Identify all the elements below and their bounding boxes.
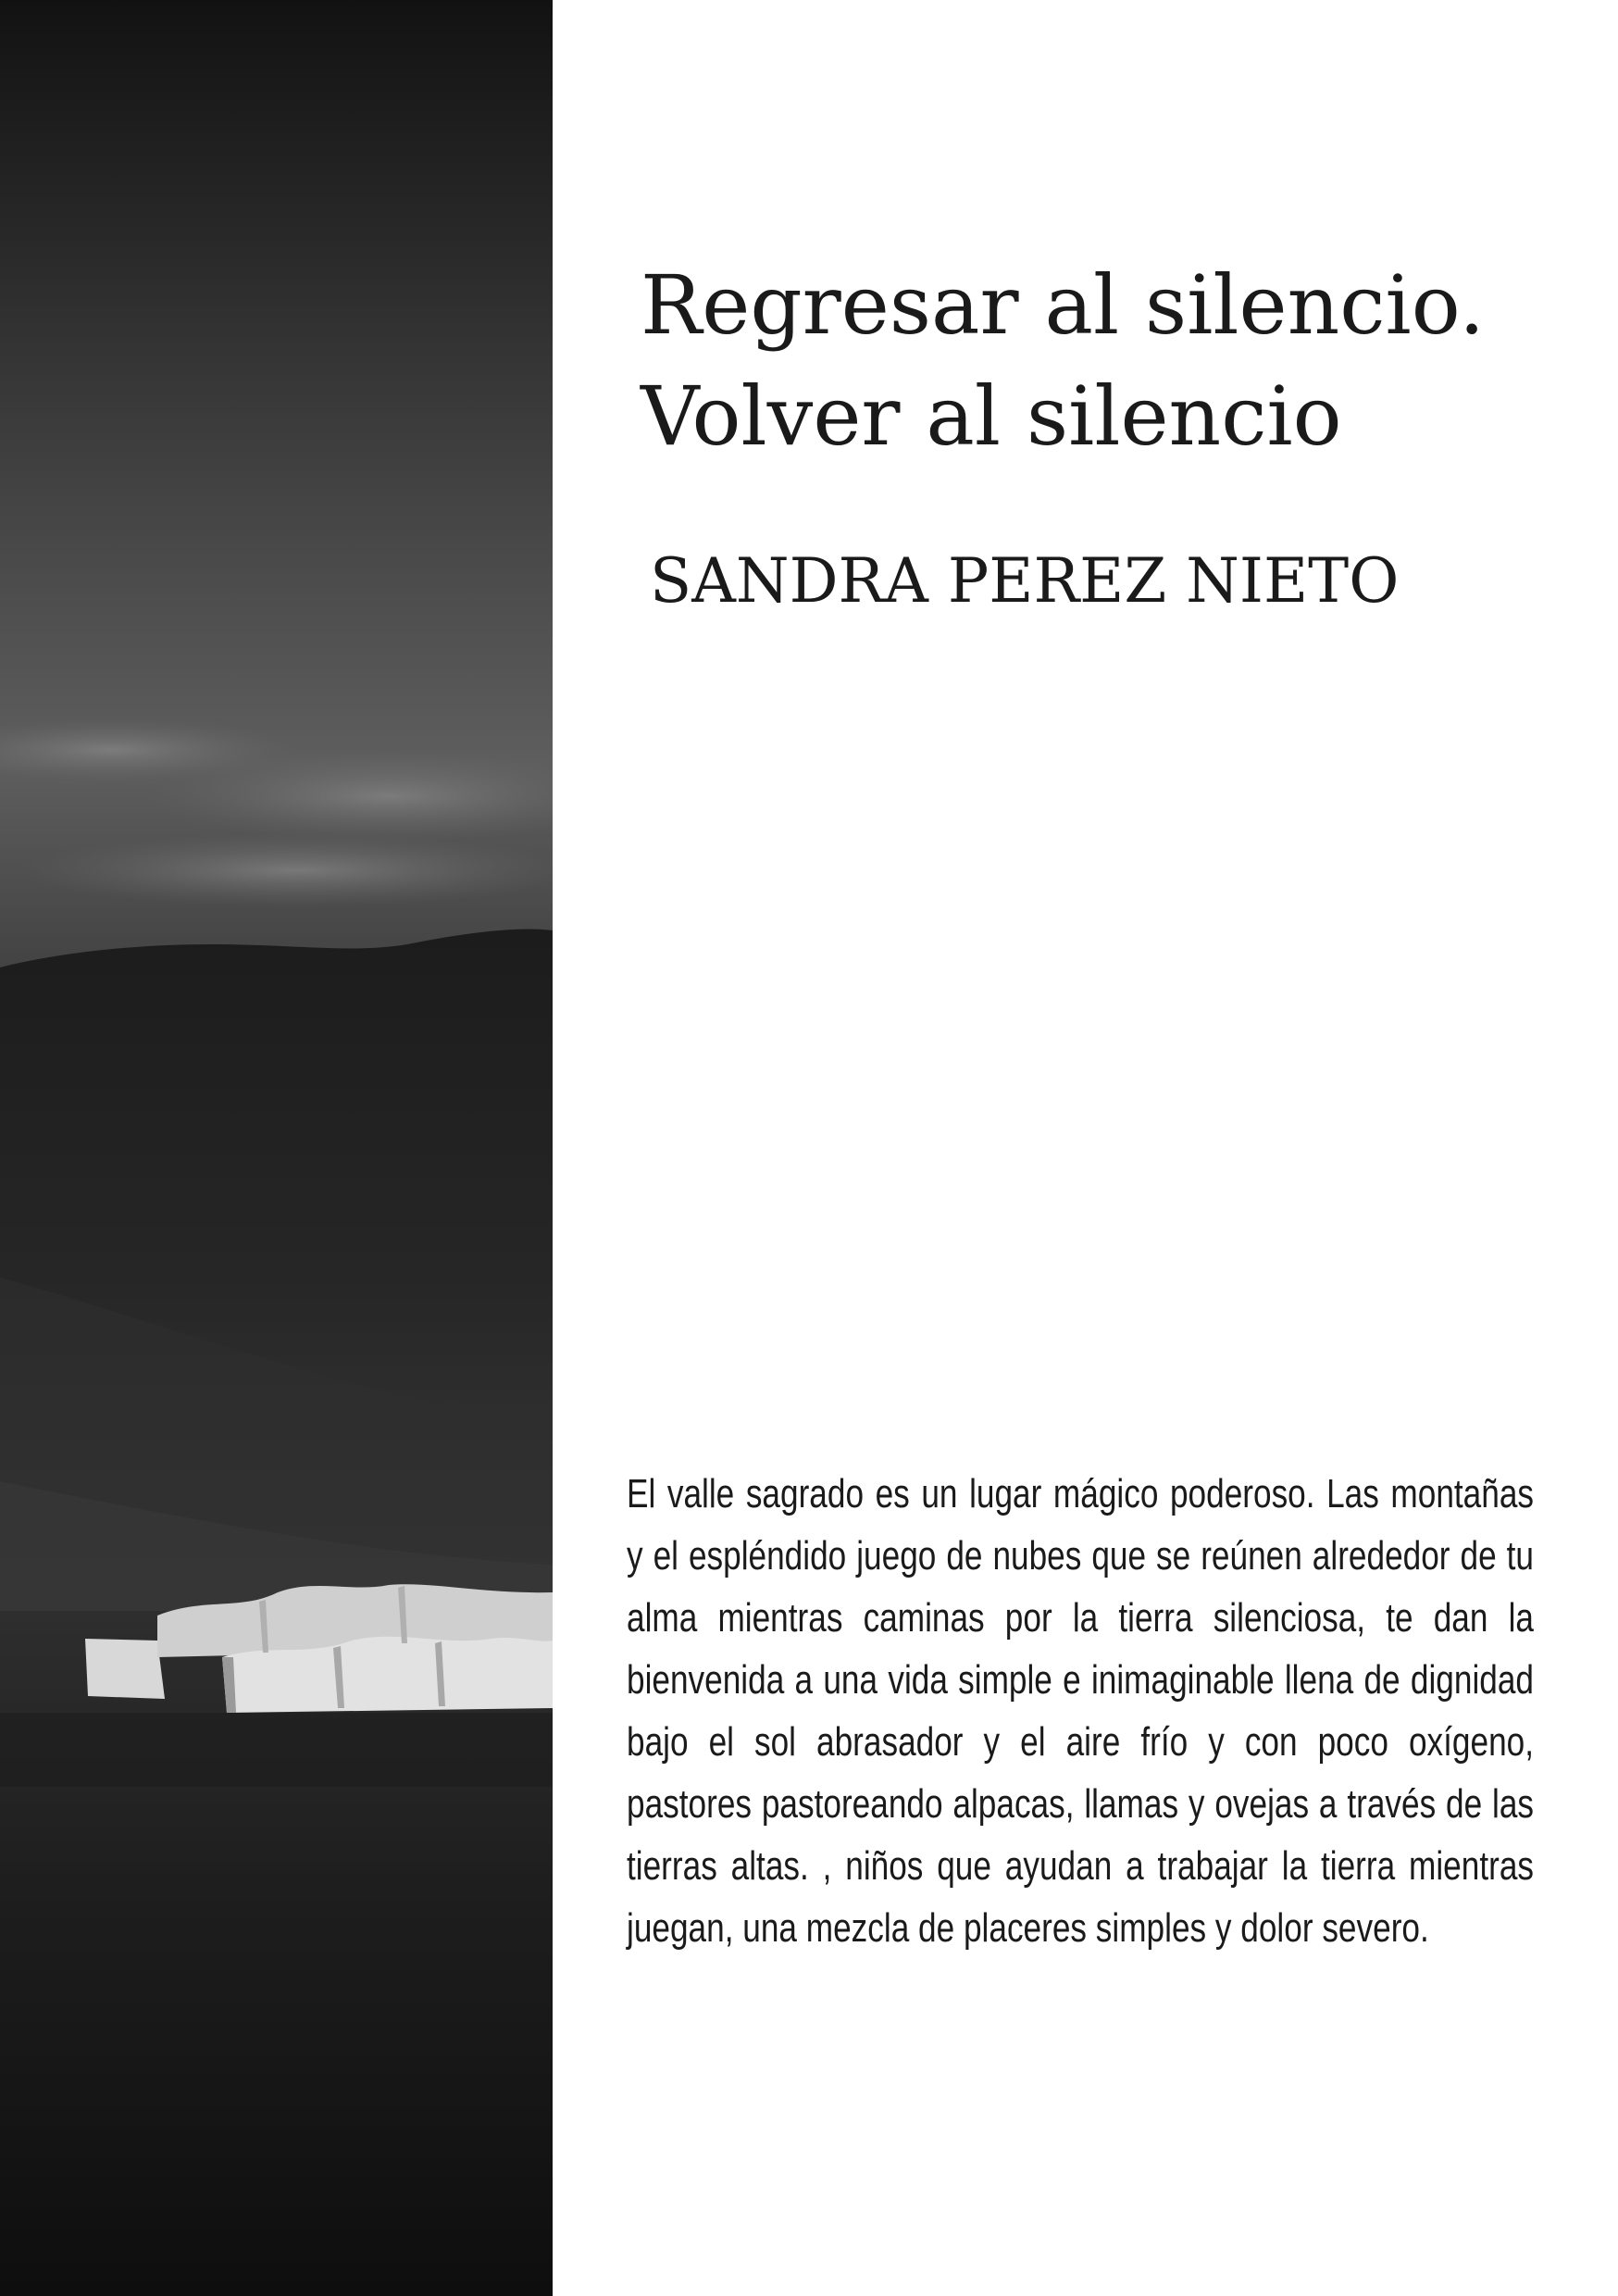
cloud (19, 833, 553, 907)
landscape-photo (0, 0, 553, 2296)
text-panel (553, 0, 1618, 2296)
title-line-1: Regresar al silencio. (641, 257, 1486, 353)
page-title (641, 250, 1485, 472)
landscape-photo-svg (0, 0, 553, 2296)
title-line-2: Volver al silencio (641, 368, 1342, 464)
author-name: SANDRA PEREZ NIETO (650, 545, 1400, 617)
ground-shadow (0, 1713, 553, 1787)
body-paragraph: El valle sagrado es un lugar mágico poderoso. Las montañas y el espléndido juego de nubes que se reúnen alrededor de tu alma mientras caminas por la tierra silenciosa, te dan la bienvenida a una vida simple e inimaginable llena de dignidad bajo el sol abrasador y el aire frío y con poco oxígeno, pastores pastoreando alpacas, llamas y ovejas a través de las tierras altas. , niños que ayudan a trabajar la tierra mientras juegan, una mezcla de placeres simples y dolor severo. (627, 1471, 1534, 1951)
